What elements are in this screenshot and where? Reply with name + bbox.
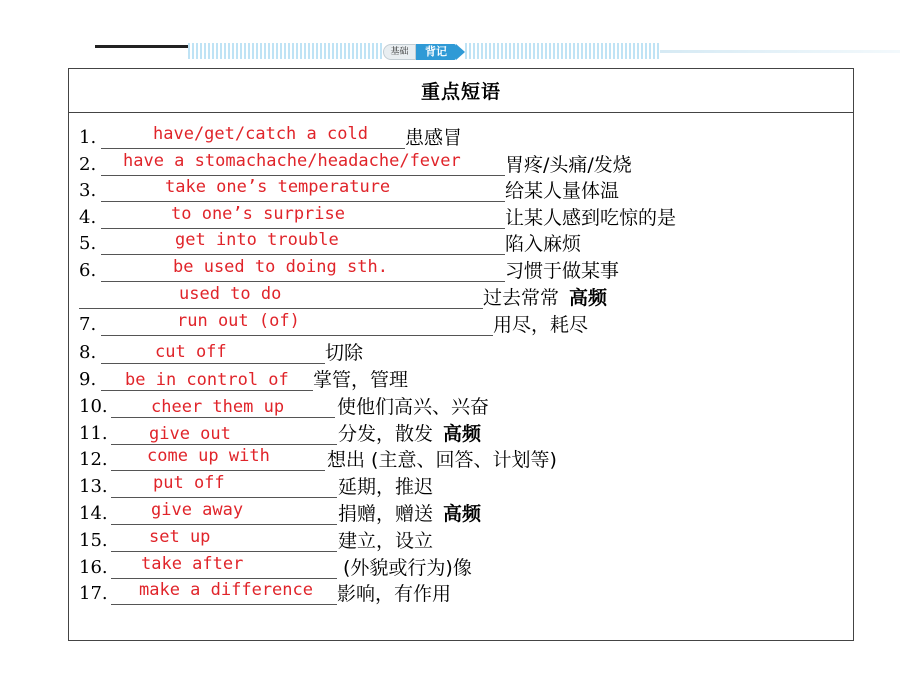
phrase-answer: used to do [179,284,282,304]
phrase-meaning: 捐赠，赠送 高频 [338,503,482,525]
header-badge-basic: 基础 [383,44,416,60]
phrase-answer: cut off [155,342,227,362]
phrase-number: 5. [79,233,97,254]
phrase-answer: take one’s temperature [165,177,391,197]
high-frequency-tag: 高频 [443,503,482,525]
high-frequency-tag: 高频 [443,423,482,445]
phrase-number: 16. [79,557,108,578]
phrase-meaning: 让某人感到吃惊的是 [505,207,677,229]
phrase-answer: get into trouble [175,230,339,250]
phrase-answer: have a stomachache/headache/fever [123,151,461,171]
phrase-meaning: 分发，散发 高频 [338,423,482,445]
answer-blank [111,528,337,552]
phrase-meaning: 影响，有作用 [337,583,452,605]
phrase-meaning: 陷入麻烦 [505,233,582,255]
phrase-number: 15. [79,530,108,551]
phrase-meaning: 习惯于做某事 [505,260,620,282]
phrase-meaning: 建立，设立 [338,530,434,552]
phrase-meaning: 过去常常 高频 [483,287,608,309]
phrase-meaning: 用尽，耗尽 [493,314,589,336]
header-badge-recite: 背记 [416,44,456,60]
phrase-number: 7. [79,314,97,335]
phrase-number: 3. [79,180,97,201]
phrase-answer: set up [149,527,211,547]
phrase-answer: to one’s surprise [171,204,345,224]
phrase-answer: be in control of [125,370,289,390]
phrase-meaning: 胃疼/头痛/发烧 [505,154,632,176]
phrase-answer: have/get/catch a cold [153,124,368,144]
high-frequency-tag: 高频 [569,287,608,309]
phrase-answer: put off [153,473,225,493]
header-stripe-left [188,43,383,59]
phrase-meaning: 想出 (主意、回答、计划等) [327,449,557,471]
phrase-meaning: 切除 [325,342,364,364]
header-fade-line [660,50,900,53]
header-badge-arrow-icon [456,44,465,60]
phrase-number: 4. [79,207,97,228]
phrase-number: 11. [79,423,108,444]
phrase-meaning: 使他们高兴、兴奋 [337,396,490,418]
phrase-meaning: 给某人量体温 [505,180,620,202]
phrase-meaning: 延期，推迟 [338,476,434,498]
phrase-number: 9. [79,369,97,390]
phrase-meaning: (外貌或行为)像 [343,557,472,579]
phrase-number: 10. [79,396,108,417]
phrase-number: 8. [79,342,97,363]
phrase-answer: take after [141,554,244,574]
phrase-answer: cheer them up [151,397,285,417]
phrase-answer: come up with [147,446,270,466]
phrase-number: 2. [79,154,97,175]
phrase-answer: run out (of) [177,311,300,331]
header-dark-bar [95,45,190,48]
phrase-answer: be used to doing sth. [173,257,388,277]
header-stripe-right [465,43,660,59]
phrase-number: 13. [79,476,108,497]
phrase-answer: give out [149,424,231,444]
phrase-number: 12. [79,449,108,470]
table-title-row [69,69,853,113]
phrase-number: 14. [79,503,108,524]
phrase-answer: make a difference [139,580,313,600]
phrase-answer: give away [151,500,244,520]
phrase-meaning: 患感冒 [405,127,463,149]
phrase-number: 1. [79,127,97,148]
phrase-table [68,68,854,641]
phrase-number: 17. [79,583,108,604]
phrase-number: 6. [79,260,97,281]
phrase-meaning: 掌管，管理 [313,369,409,391]
table-title: 重点短语 [420,81,501,103]
